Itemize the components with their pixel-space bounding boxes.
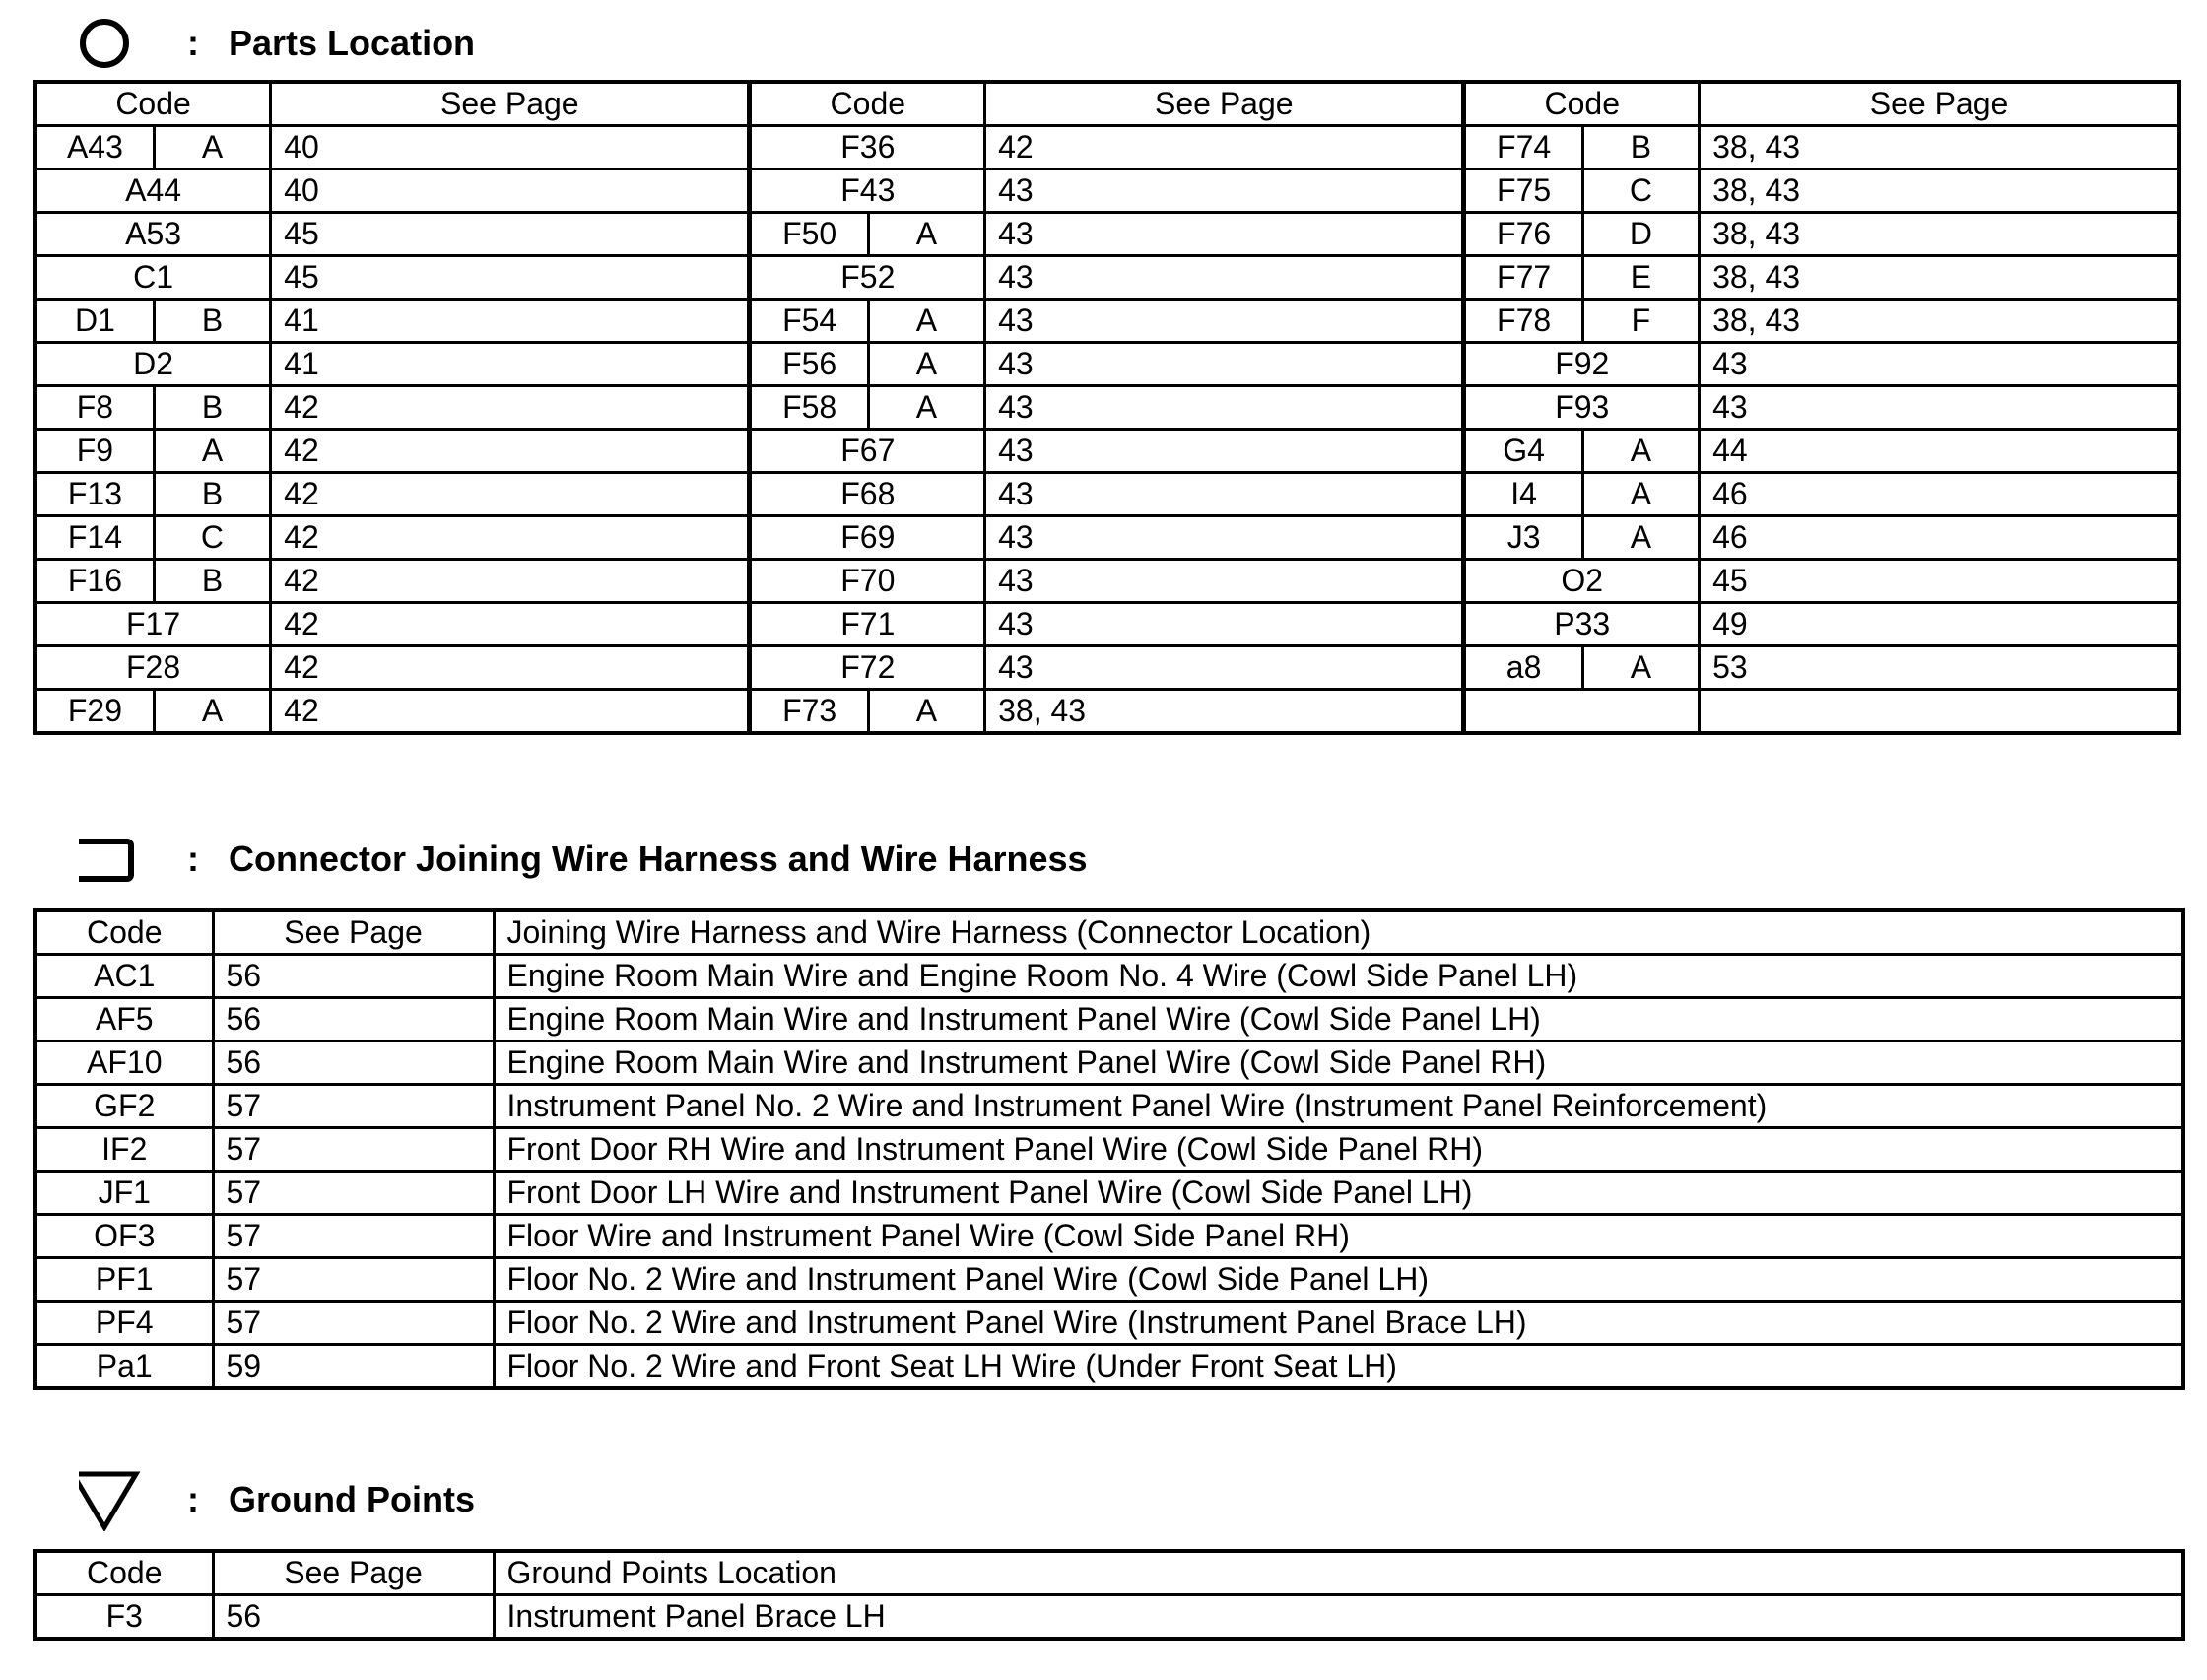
see-page-cell: 56 [213,1042,494,1085]
heading-colon: : [187,839,199,879]
see-page-cell: 57 [213,1215,494,1258]
code-cell: F56 [750,343,868,386]
table-row [35,560,2179,603]
table-row [35,1258,2183,1302]
connector-table [33,908,2185,1390]
code-cell: F71 [750,603,985,646]
description-cell: Engine Room Main Wire and Instrument Panel Wire (Cowl Side Panel LH) [494,998,2183,1042]
see-page-cell: 42 [271,560,750,603]
see-page-cell: 43 [1700,343,2179,386]
description-header: Ground Points Location [494,1551,2183,1595]
see-page-cell: 38, 43 [1700,213,2179,256]
see-page-cell: 43 [985,386,1464,430]
connector-sub-cell: C [154,516,270,560]
see-page-cell: 42 [271,430,750,473]
table-row [35,646,2179,690]
connector-sub-cell: A [1582,473,1699,516]
connector-sub-cell: A [868,300,984,343]
heading-colon: : [187,1479,199,1519]
connector-sub-cell: F [1582,300,1699,343]
description-cell: Engine Room Main Wire and Instrument Panel Wire (Cowl Side Panel RH) [494,1042,2183,1085]
code-cell: P33 [1464,603,1700,646]
connector-sub-cell: E [1582,256,1699,300]
connector-sub-cell: A [154,126,270,169]
code-cell: JF1 [35,1172,213,1215]
code-cell: F72 [750,646,985,690]
connector-sub-cell: A [868,386,984,430]
code-header: Code [35,82,271,126]
see-page-cell: 42 [271,386,750,430]
code-cell: G4 [1464,430,1582,473]
heading-colon: : [187,23,199,63]
see-page-cell [1700,690,2179,734]
code-cell: F73 [750,690,868,734]
see-page-cell: 42 [271,646,750,690]
table-row [35,213,2179,256]
table-row [35,1172,2183,1215]
see-page-cell: 40 [271,126,750,169]
see-page-cell: 49 [1700,603,2179,646]
code-cell: F3 [35,1595,213,1640]
see-page-cell: 43 [985,256,1464,300]
see-page-cell: 41 [271,300,750,343]
see-page-cell: 40 [271,169,750,213]
code-cell: D1 [35,300,154,343]
code-header: Code [1464,82,1700,126]
code-cell: F8 [35,386,154,430]
see-page-cell: 56 [213,998,494,1042]
code-cell: A53 [35,213,271,256]
see-page-cell: 46 [1700,473,2179,516]
see-page-cell: 38, 43 [1700,126,2179,169]
see-page-cell: 43 [985,343,1464,386]
see-page-cell: 43 [985,516,1464,560]
code-cell: F92 [1464,343,1700,386]
table-row [35,1302,2183,1345]
parts-location-heading [0,12,2207,75]
see-page-cell: 57 [213,1302,494,1345]
code-cell: F14 [35,516,154,560]
code-cell: I4 [1464,473,1582,516]
see-page-cell: 38, 43 [1700,169,2179,213]
code-cell: IF2 [35,1128,213,1172]
code-cell: AF10 [35,1042,213,1085]
description-cell: Floor No. 2 Wire and Instrument Panel Wire (Cowl Side Panel LH) [494,1258,2183,1302]
connector-sub-cell: B [154,560,270,603]
code-cell: F75 [1464,169,1582,213]
code-cell: F16 [35,560,154,603]
ground-table [33,1549,2185,1641]
see-page-cell: 44 [1700,430,2179,473]
description-cell: Instrument Panel No. 2 Wire and Instrument Panel Wire (Instrument Panel Reinforcement) [494,1085,2183,1128]
connector-sub-cell: C [1582,169,1699,213]
description-header: Joining Wire Harness and Wire Harness (Connector Location) [494,910,2183,955]
see-page-cell: 57 [213,1172,494,1215]
code-cell: A43 [35,126,154,169]
connector-heading [0,828,2207,891]
code-cell: F78 [1464,300,1582,343]
code-cell: Pa1 [35,1345,213,1389]
see-page-cell: 45 [271,256,750,300]
table-row [35,169,2179,213]
see-page-cell: 57 [213,1258,494,1302]
table-row [35,430,2179,473]
description-cell: Instrument Panel Brace LH [494,1595,2183,1640]
see-page-cell: 43 [985,169,1464,213]
ground-heading [0,1468,2207,1531]
see-page-cell: 59 [213,1345,494,1389]
see-page-header: See Page [985,82,1464,126]
see-page-cell: 43 [985,646,1464,690]
code-cell: F17 [35,603,271,646]
see-page-cell: 43 [985,603,1464,646]
code-cell: F67 [750,430,985,473]
see-page-cell: 42 [271,690,750,734]
table-row [35,690,2179,734]
table-row [35,473,2179,516]
code-cell: PF4 [35,1302,213,1345]
table-row [35,1345,2183,1389]
code-cell: AC1 [35,955,213,998]
see-page-cell: 42 [985,126,1464,169]
code-cell: F43 [750,169,985,213]
rectangle-icon [79,828,142,891]
connector-sub-cell: B [154,300,270,343]
connector-sub-cell: B [154,473,270,516]
connector-sub-cell: B [154,386,270,430]
code-cell: F28 [35,646,271,690]
table-row [35,300,2179,343]
see-page-cell: 38, 43 [1700,300,2179,343]
code-header: Code [35,1551,213,1595]
triangle-down-icon [79,1468,142,1531]
code-cell: F9 [35,430,154,473]
see-page-cell: 57 [213,1085,494,1128]
see-page-cell: 42 [271,516,750,560]
code-cell: OF3 [35,1215,213,1258]
code-cell: F70 [750,560,985,603]
description-cell: Floor No. 2 Wire and Front Seat LH Wire (Under Front Seat LH) [494,1345,2183,1389]
code-cell: F93 [1464,386,1700,430]
connector-sub-cell: A [868,343,984,386]
code-cell: F58 [750,386,868,430]
table-row [35,256,2179,300]
see-page-cell: 42 [271,473,750,516]
code-cell [1464,690,1700,734]
connector-sub-cell: A [154,690,270,734]
table-row [35,343,2179,386]
connector-sub-cell: A [1582,646,1699,690]
section-title: Connector Joining Wire Harness and Wire Harness [229,839,1088,879]
code-cell: F74 [1464,126,1582,169]
code-cell: C1 [35,256,271,300]
see-page-cell: 43 [985,473,1464,516]
table-row [35,603,2179,646]
table-row [35,126,2179,169]
see-page-cell: 43 [985,560,1464,603]
section-title: Ground Points [229,1479,475,1519]
connector-sub-cell: A [868,213,984,256]
code-cell: F69 [750,516,985,560]
description-cell: Floor Wire and Instrument Panel Wire (Cowl Side Panel RH) [494,1215,2183,1258]
table-row [35,1042,2183,1085]
code-cell: F13 [35,473,154,516]
code-cell: F52 [750,256,985,300]
see-page-cell: 43 [985,300,1464,343]
see-page-cell: 45 [271,213,750,256]
see-page-cell: 43 [985,430,1464,473]
description-cell: Front Door RH Wire and Instrument Panel Wire (Cowl Side Panel RH) [494,1128,2183,1172]
code-cell: a8 [1464,646,1582,690]
see-page-cell: 38, 43 [985,690,1464,734]
code-cell: F36 [750,126,985,169]
table-header-row [35,1551,2183,1595]
connector-sub-cell: B [1582,126,1699,169]
see-page-cell: 46 [1700,516,2179,560]
description-cell: Floor No. 2 Wire and Instrument Panel Wire (Instrument Panel Brace LH) [494,1302,2183,1345]
code-cell: J3 [1464,516,1582,560]
connector-sub-cell: A [1582,430,1699,473]
table-row [35,998,2183,1042]
see-page-cell: 43 [985,213,1464,256]
code-cell: O2 [1464,560,1700,603]
see-page-header: See Page [271,82,750,126]
section-title: Parts Location [229,23,476,63]
see-page-header: See Page [213,910,494,955]
code-cell: F77 [1464,256,1582,300]
see-page-cell: 45 [1700,560,2179,603]
see-page-cell: 42 [271,603,750,646]
code-cell: D2 [35,343,271,386]
see-page-cell: 56 [213,955,494,998]
code-cell: F76 [1464,213,1582,256]
description-cell: Front Door LH Wire and Instrument Panel Wire (Cowl Side Panel LH) [494,1172,2183,1215]
see-page-cell: 38, 43 [1700,256,2179,300]
see-page-cell: 53 [1700,646,2179,690]
table-row [35,1128,2183,1172]
connector-sub-cell: D [1582,213,1699,256]
table-row [35,955,2183,998]
description-cell: Engine Room Main Wire and Engine Room No. 4 Wire (Cowl Side Panel LH) [494,955,2183,998]
connector-sub-cell: A [868,690,984,734]
connector-sub-cell: A [1582,516,1699,560]
code-cell: F29 [35,690,154,734]
see-page-cell: 57 [213,1128,494,1172]
code-cell: AF5 [35,998,213,1042]
see-page-header: See Page [213,1551,494,1595]
code-cell: PF1 [35,1258,213,1302]
see-page-header: See Page [1700,82,2179,126]
parts-location-table [33,80,2181,735]
table-header-row [35,910,2183,955]
table-row [35,516,2179,560]
see-page-cell: 43 [1700,386,2179,430]
table-row [35,386,2179,430]
table-row [35,1215,2183,1258]
code-cell: GF2 [35,1085,213,1128]
see-page-cell: 41 [271,343,750,386]
code-cell: F68 [750,473,985,516]
circle-icon [79,12,142,75]
see-page-cell: 56 [213,1595,494,1640]
code-cell: F54 [750,300,868,343]
code-header: Code [750,82,985,126]
table-header-row [35,82,2179,126]
connector-sub-cell: A [154,430,270,473]
table-row [35,1595,2183,1640]
code-cell: F50 [750,213,868,256]
table-row [35,1085,2183,1128]
code-header: Code [35,910,213,955]
code-cell: A44 [35,169,271,213]
